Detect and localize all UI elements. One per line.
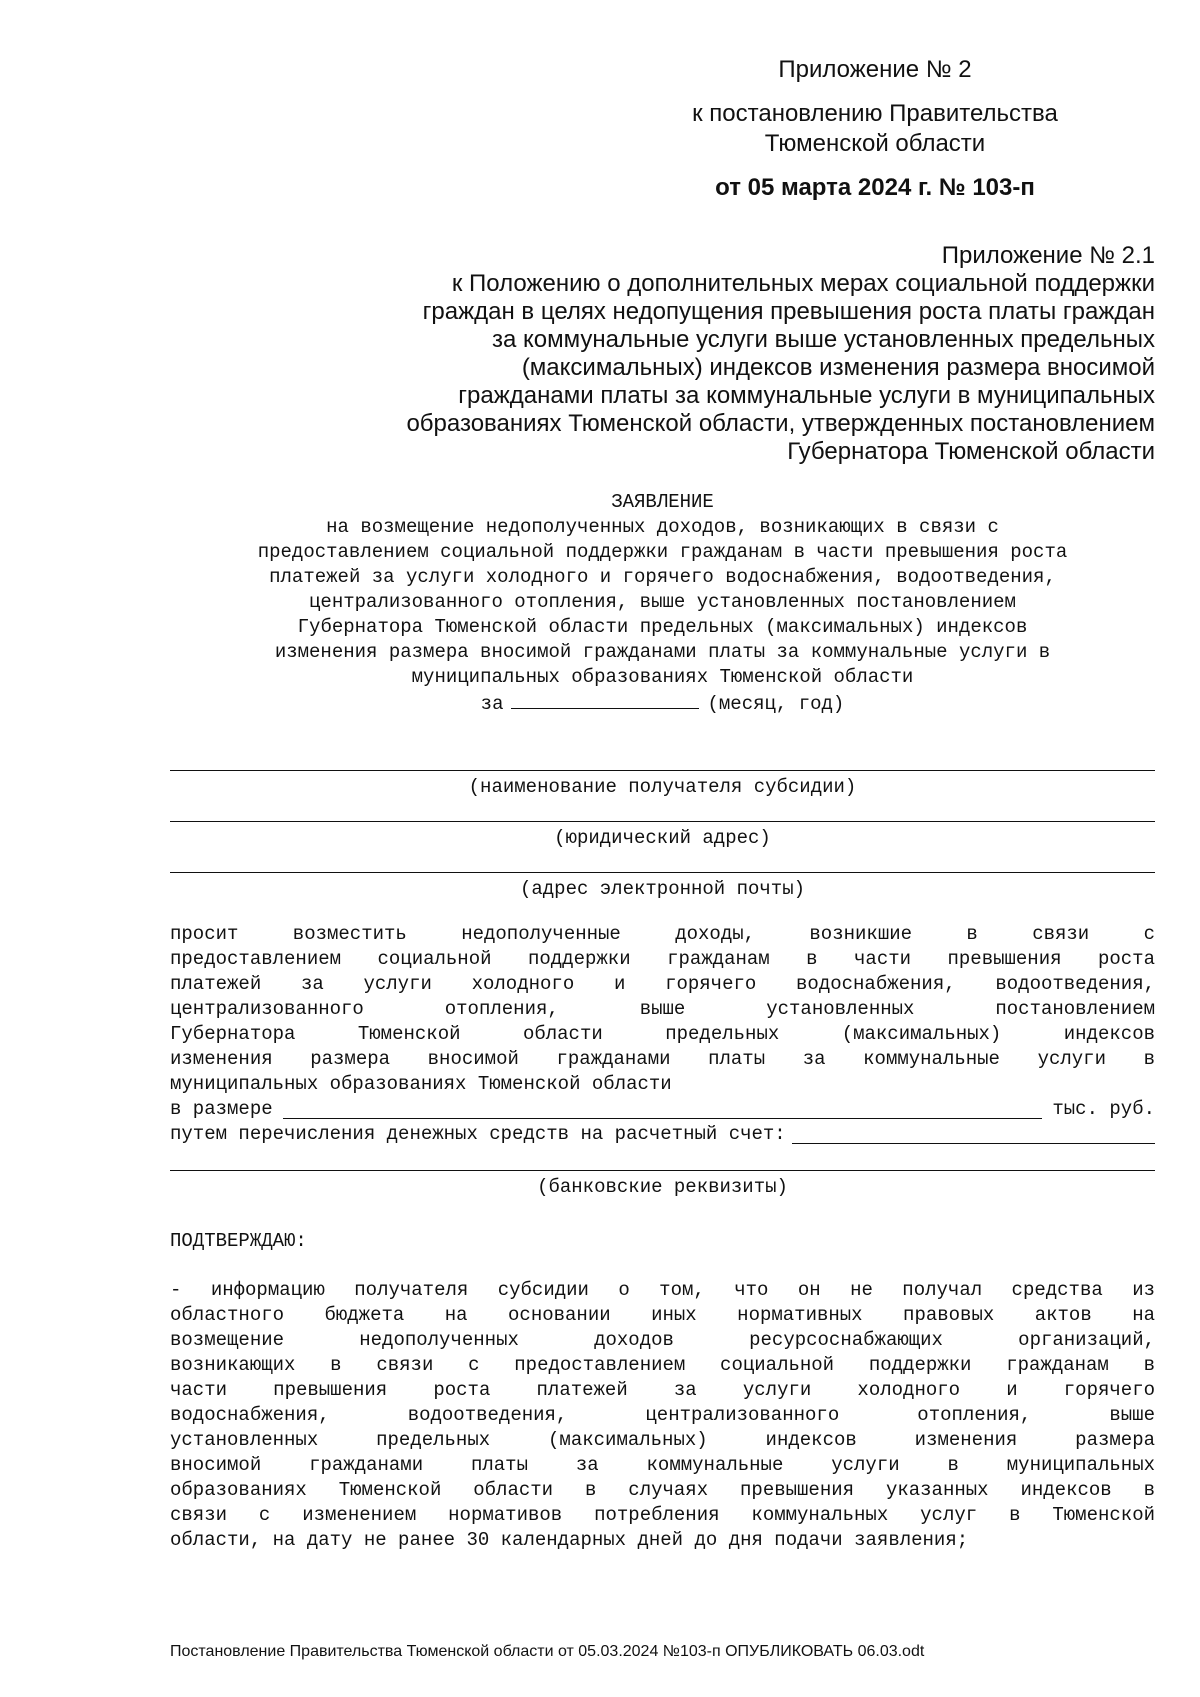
confirm-line: возникающих в связи с предоставлением социальной поддержки гражданам в [170, 1354, 1155, 1376]
period-blank-field[interactable] [511, 690, 699, 709]
application-subject-line: предоставлением социальной поддержки гражданам в части превышения роста [257, 541, 1068, 563]
appendix-2-1-line: за коммунальные услуги выше установленных предельных [492, 326, 1155, 353]
application-title-block [170, 490, 1155, 717]
legal-address-field [170, 821, 1155, 850]
amount-prefix: в размере [170, 1098, 273, 1120]
application-subject-line: изменения размера вносимой гражданами платы за коммунальные услуги в [274, 641, 1051, 663]
request-paragraph [170, 922, 1155, 1147]
request-line: централизованного отопления, выше установленных постановлением [170, 998, 1155, 1020]
email-field [170, 872, 1155, 901]
transfer-text: путем перечисления денежных средств на расчетный счет: [170, 1123, 786, 1145]
email-blank[interactable] [170, 872, 1155, 873]
request-line: просит возместить недополученные доходы, возникшие в связи с [170, 923, 1155, 945]
legal-address-blank[interactable] [170, 821, 1155, 822]
application-subject-line: на возмещение недополученных доходов, возникающих в связи с [326, 516, 999, 538]
request-line: предоставлением социальной поддержки гражданам в части превышения роста [170, 948, 1155, 970]
confirm-paragraph [170, 1278, 1155, 1553]
transfer-line [170, 1122, 1155, 1147]
account-blank[interactable] [792, 1125, 1155, 1144]
confirm-line: связи с изменением нормативов потребления коммунальных услуг в Тюменской [170, 1504, 1155, 1526]
confirm-line: вносимой гражданами платы за коммунальные услуги в муниципальных [170, 1454, 1155, 1476]
appendix-title: Приложение № 2 [778, 56, 972, 83]
period-suffix: (месяц, год) [707, 693, 845, 715]
confirm-label: ПОДТВЕРЖДАЮ: [170, 1230, 307, 1252]
amount-line [170, 1097, 1155, 1122]
confirm-line: возмещение недополученных доходов ресурсоснабжающих организаций, [170, 1329, 1155, 1351]
application-title: ЗАЯВЛЕНИЕ [611, 491, 714, 513]
request-line: Губернатора Тюменской области предельных (максимальных) индексов [170, 1023, 1155, 1045]
confirm-line: областного бюджета на основании иных нормативных правовых актов на [170, 1304, 1155, 1326]
application-subject-line: Губернатора Тюменской области предельных (максимальных) индексов [297, 616, 1028, 638]
decree-reference-line2: Тюменской области [764, 130, 986, 157]
appendix-2-1-line: Губернатора Тюменской области [787, 438, 1155, 465]
confirm-line: части превышения роста платежей за услуги холодного и горячего [170, 1379, 1155, 1401]
decree-reference-line1: к постановлению Правительства [692, 100, 1058, 127]
period-prefix: за [480, 693, 504, 715]
appendix-header [640, 55, 1110, 203]
appendix-2-1-block [360, 242, 1155, 466]
request-line: муниципальных образованиях Тюменской области [170, 1073, 672, 1095]
period-line [170, 690, 1155, 717]
appendix-2-1-line: (максимальных) индексов изменения размера вносимой [521, 354, 1155, 381]
email-caption: (адрес электронной почты) [519, 878, 806, 900]
appendix-2-1-line: граждан в целях недопущения превышения роста платы граждан [422, 298, 1155, 325]
recipient-name-field [170, 770, 1155, 799]
confirm-line: водоснабжения, водоотведения, централизованного отопления, выше [170, 1404, 1155, 1426]
appendix-2-1-title: Приложение № 2.1 [941, 242, 1155, 269]
request-line: изменения размера вносимой гражданами платы за коммунальные услуги в [170, 1048, 1155, 1070]
appendix-2-1-line: к Положению о дополнительных мерах социальной поддержки [451, 270, 1155, 297]
recipient-name-blank[interactable] [170, 770, 1155, 771]
legal-address-caption: (юридический адрес) [554, 827, 771, 849]
recipient-name-caption: (наименование получателя субсидии) [468, 776, 857, 798]
request-line: платежей за услуги холодного и горячего водоснабжения, водоотведения, [170, 973, 1155, 995]
application-subject-line: централизованного отопления, выше установленных постановлением [309, 591, 1016, 613]
confirm-line: - информацию получателя субсидии о том, что он не получал средства из [170, 1279, 1155, 1301]
page-footer: Постановление Правительства Тюменской области от 05.03.2024 №103-п ОПУБЛИКОВАТЬ 06.03.odt [170, 1643, 925, 1660]
bank-details-field [170, 1170, 1155, 1199]
appendix-2-1-line: образованиях Тюменской области, утвержденных постановлением [406, 410, 1155, 437]
application-subject-line: платежей за услуги холодного и горячего водоснабжения, водоотведения, [269, 566, 1056, 588]
bank-details-caption: (банковские реквизиты) [537, 1176, 788, 1198]
confirm-line: установленных предельных (максимальных) индексов изменения размера [170, 1429, 1155, 1451]
bank-details-blank[interactable] [170, 1170, 1155, 1171]
appendix-2-1-line: гражданами платы за коммунальные услуги в муниципальных [458, 382, 1155, 409]
decree-date: от 05 марта 2024 г. № 103-п [715, 174, 1035, 201]
amount-blank[interactable] [283, 1100, 1043, 1119]
confirm-line: образованиях Тюменской области в случаях превышения указанных индексов в [170, 1479, 1155, 1501]
application-subject-line: муниципальных образованиях Тюменской области [411, 666, 914, 688]
amount-suffix: тыс. руб. [1052, 1098, 1155, 1120]
confirm-line: области, на дату не ранее 30 календарных дней до дня подачи заявления; [170, 1529, 969, 1551]
